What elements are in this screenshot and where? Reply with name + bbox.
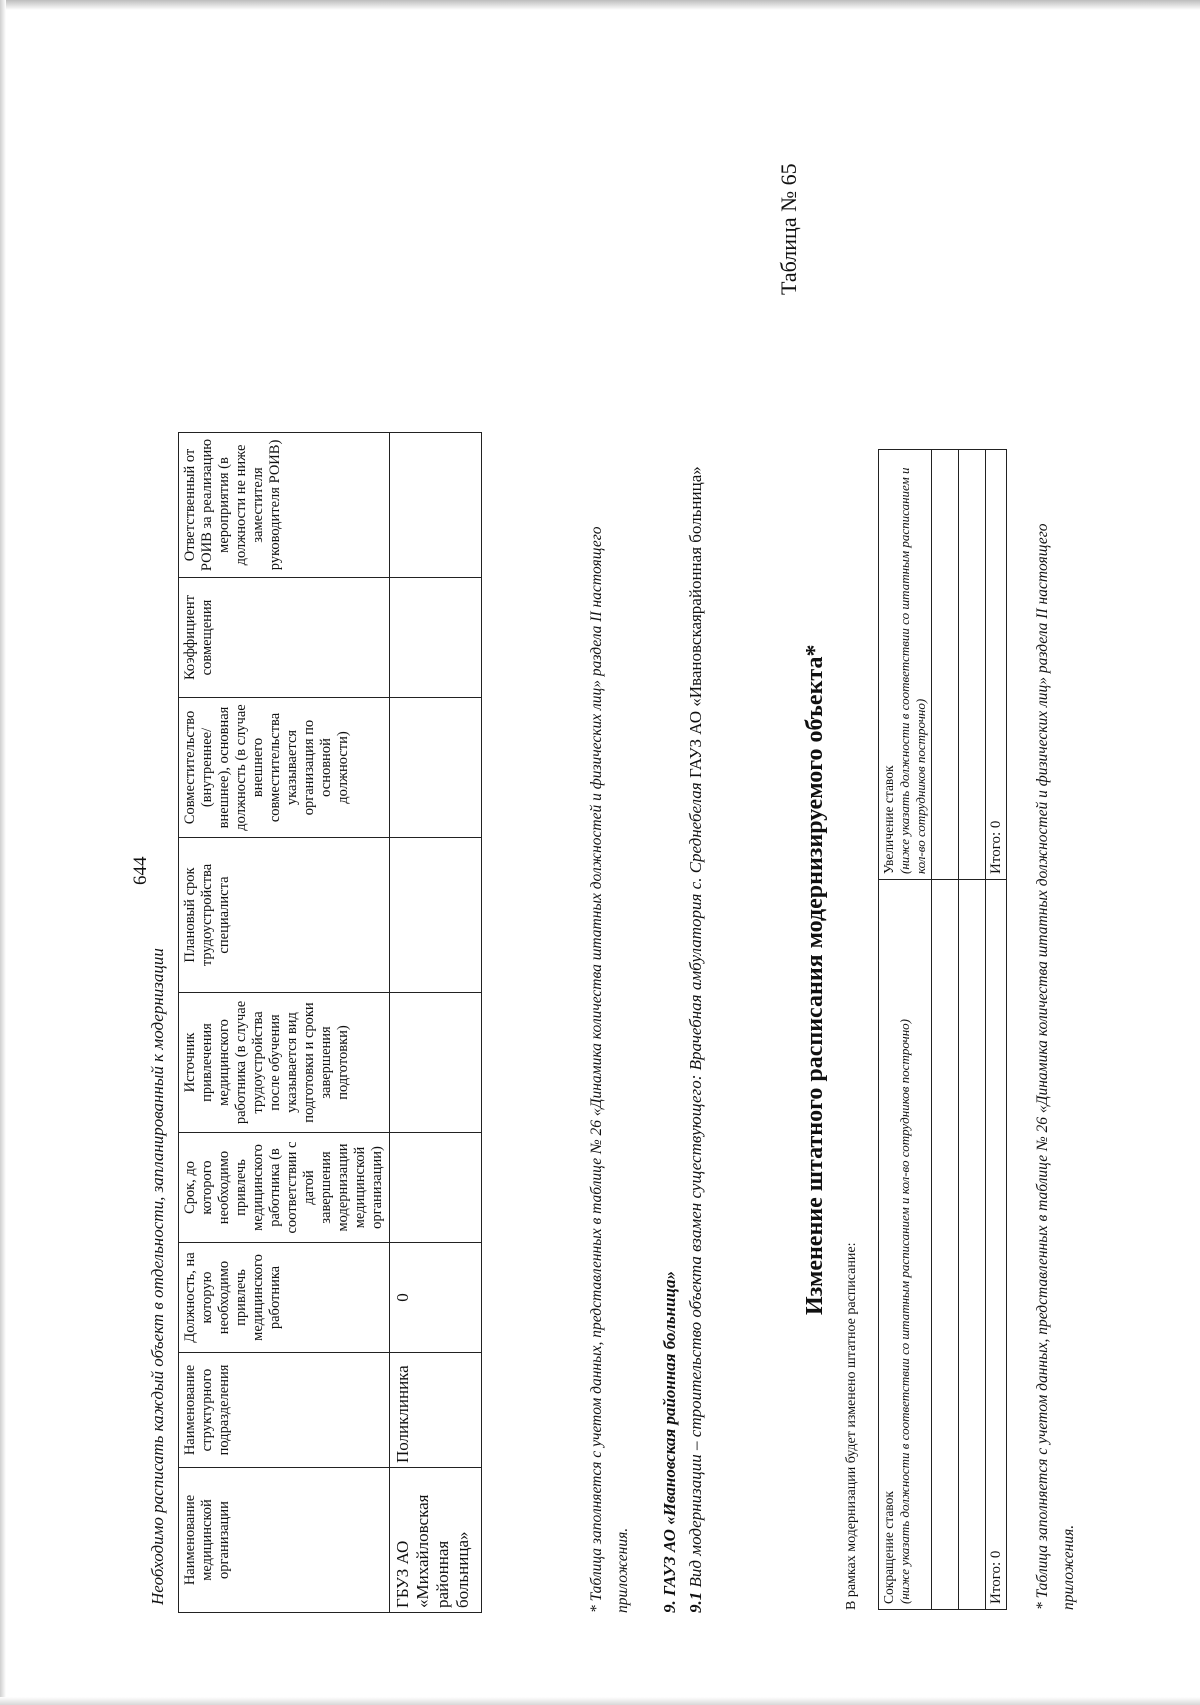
- totals-row: [986, 450, 1007, 1610]
- column-header: Должность, на которую необходимо привлечь медицинского работника: [179, 1243, 390, 1353]
- increase-label: Увеличение ставок: [881, 765, 896, 874]
- reduction-label: Сокращение ставок: [881, 1491, 896, 1604]
- reduction-hint: (ниже указать должности в соответствии со штатным расписанием и кол-во сотрудников построчно): [897, 1019, 912, 1604]
- subsection-number: 9.1: [686, 1591, 705, 1613]
- table-cell: [390, 993, 482, 1133]
- table-cell: [932, 450, 959, 880]
- table-cell: [390, 433, 482, 578]
- page-number: 644: [130, 856, 151, 885]
- section-title: 9. ГАУЗ АО «Ивановская районная больница»: [660, 1271, 679, 1613]
- column-header: Ответственный от РОИВ за реализацию мероприятия (в должности не ниже заместителя руководителя РОИВ): [179, 433, 390, 578]
- table-row: [390, 433, 482, 1613]
- staff-change-header-row: [879, 450, 932, 1610]
- table-cell: [390, 838, 482, 993]
- staff-change-table: [878, 449, 1007, 1610]
- table-caption: Таблица № 65: [776, 163, 801, 295]
- instruction-note: Необходимо расписать каждый объект в отдельности, запланированный к модернизации: [148, 948, 167, 1605]
- table-cell: [932, 880, 959, 1610]
- table-row: [959, 450, 986, 1610]
- modernization-type: Вид модернизации – строительство объекта взамен существующего: Врачебная амбулатория с. Среднебелая: [686, 782, 705, 1588]
- staff-change-title: Изменение штатного расписания модернизируемого объекта*: [802, 644, 828, 1315]
- table-cell: [390, 698, 482, 838]
- column-header: Совместительство (внутреннее/внешнее), основная должность (в случае внешнего совместительства указывается организация по основной должности): [179, 698, 390, 838]
- reduction-total: Итого: 0: [986, 880, 1007, 1610]
- table-cell: [959, 880, 986, 1610]
- increase-hint: (ниже указать должности в соответствии со штатным расписанием и кол-во сотрудников построчно): [897, 467, 928, 874]
- column-header: Срок, до которого необходимо привлечь медицинского работника (в соответствии с датой завершения модернизации медицинской организации): [179, 1133, 390, 1243]
- column-header: Коэффициент совмещения: [179, 578, 390, 698]
- staff-change-intro: В рамках модернизации будет изменено штатное расписание:: [844, 1242, 859, 1610]
- table-cell: ГБУЗ АО «Михайловская районная больница»: [390, 1468, 482, 1613]
- personnel-table-header-row: [179, 433, 390, 1613]
- organization-name: ГАУЗ АО «Ивановскаярайонная больница»: [686, 466, 705, 779]
- table-cell: Поликлиника: [390, 1353, 482, 1468]
- column-header: Наименование структурного подразделения: [179, 1353, 390, 1468]
- section-subtitle: [684, 173, 707, 1613]
- increase-total: Итого: 0: [986, 450, 1007, 880]
- table-cell: [959, 450, 986, 880]
- table-cell: [390, 578, 482, 698]
- footnote: * Таблица заполняется с учетом данных, представленных в таблице № 26 «Динамика количества штатных должностей и физических лиц» раздела II настоящего приложения.: [588, 526, 631, 1613]
- column-header: Наименование медицинской организации: [179, 1468, 390, 1613]
- table-row: [932, 450, 959, 1610]
- footnote: * Таблица заполняется с учетом данных, представленных в таблице № 26 «Динамика количества штатных должностей и физических лиц» раздела II настоящего приложения.: [1034, 523, 1077, 1610]
- column-header: Источник привлечения медицинского работника (в случае трудоустройства после обучения указывается вид подготовки и сроки завершения подготовки): [179, 993, 390, 1133]
- reduction-cell: [879, 880, 932, 1610]
- table-cell: [390, 1133, 482, 1243]
- table-cell: 0: [390, 1243, 482, 1353]
- increase-cell: [879, 450, 932, 880]
- column-header: Плановый срок трудоустройства специалиста: [179, 838, 390, 993]
- personnel-table: [178, 432, 482, 1613]
